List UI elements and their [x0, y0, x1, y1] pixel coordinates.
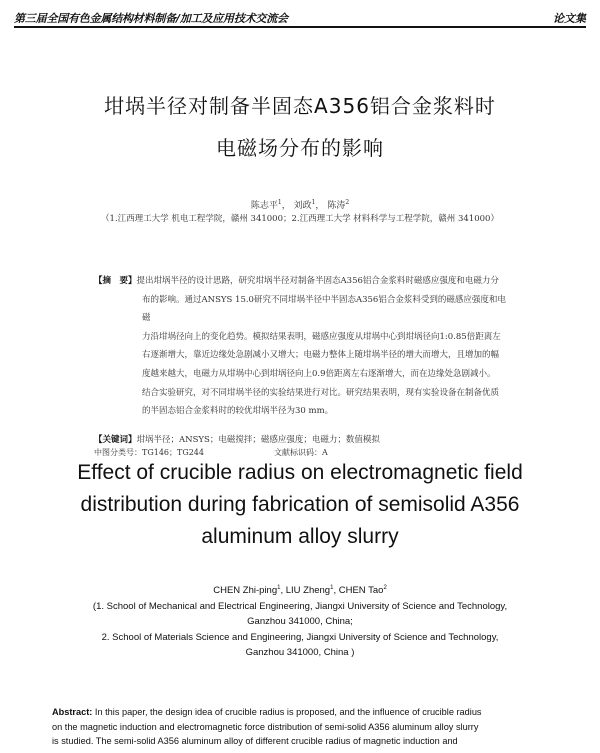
- en-affiliation-line: Ganzhou 341000, China ): [245, 647, 355, 658]
- en-title-line-3: aluminum alloy slurry: [201, 525, 399, 548]
- en-author: CHEN Tao: [338, 585, 384, 597]
- cn-author: 陈志平: [250, 201, 278, 211]
- cn-author: 刘政: [293, 201, 312, 211]
- cn-abstract-line: 布的影响。通过ANSYS 15.0研究不同坩埚半径中半固态A356铝合金浆料受到的磁感应强度和电磁: [142, 294, 506, 324]
- cn-author-mark: 1: [277, 199, 282, 206]
- cn-title-line-1: 坩埚半径对制备半固态A356铝合金浆料时: [104, 94, 496, 118]
- running-header: [14, 8, 586, 30]
- en-abstract-line: In this paper, the design idea of crucible radius is proposed, and the influence of crucible radius: [92, 707, 482, 717]
- en-author-mark: 2: [383, 585, 387, 591]
- en-author-sep: ,: [280, 585, 286, 597]
- en-author: CHEN Zhi-ping: [213, 585, 278, 597]
- clc-value: TG146；TG244: [142, 448, 204, 457]
- clc-label: 中图分类号：: [94, 448, 142, 457]
- cn-abstract-label: 【摘 要】: [94, 276, 137, 286]
- cn-affiliation: （1.江西理工大学 机电工程学院，赣州 341000；2.江西理工大学 材料科学与工程学院，赣州 341000）: [101, 214, 499, 224]
- en-abstract-label: Abstract:: [52, 707, 93, 717]
- en-abstract: [52, 705, 556, 749]
- doc-code-value: A: [322, 448, 328, 457]
- section-name: 论文集: [553, 12, 586, 25]
- cn-title-line-2: 电磁场分布的影响: [216, 136, 384, 160]
- cn-abstract-line: 度越来越大，电磁力从坩埚中心到坩埚径向上0.9倍距离左右逐渐增大，而在边缘处急剧减小。: [142, 368, 496, 379]
- doc-code-label: 文献标识码：: [274, 448, 322, 457]
- en-title-line-1: Effect of crucible radius on electromagnetic field: [77, 461, 523, 484]
- cn-author-mark: 2: [345, 199, 350, 206]
- cn-abstract-line: 右逐渐增大，靠近边缘处急剧减小又增大；电磁力整体上随坩埚半径的增大而增大，且增加的幅: [142, 350, 500, 361]
- cn-keywords-label: 【关键词】: [94, 435, 137, 445]
- cn-author-sep: ，: [315, 201, 325, 211]
- en-abstract-line: on the magnetic induction and electromagnetic force distribution of semi-solid A356 aluminum alloy slurry: [52, 721, 479, 732]
- en-affiliation-line: 2. School of Materials Science and Engineering, Jiangxi University of Science and Technology,: [101, 632, 499, 643]
- en-affiliation-line: (1. School of Mechanical and Electrical Engineering, Jiangxi University of Science and Technology,: [92, 601, 508, 612]
- cn-classification: [94, 447, 514, 458]
- cn-keywords-text: 坩埚半径；ANSYS；电磁搅拌；磁感应强度；电磁力；数值模拟: [136, 435, 380, 445]
- en-author: LIU Zheng: [285, 585, 331, 597]
- cn-abstract: [94, 272, 514, 421]
- en-title-line-2: distribution during fabrication of semisolid A356: [80, 493, 520, 516]
- cn-keywords: [94, 433, 514, 445]
- cn-abstract-line: 的半固态铝合金浆料时的较优坩埚半径为30 mm。: [142, 406, 334, 417]
- en-author-mark: 1: [330, 585, 334, 591]
- cn-author-mark: 1: [311, 199, 316, 206]
- header-rule: [14, 26, 586, 28]
- conference-name: 第三届全国有色金属结构材料制备/加工及应用技术交流会: [14, 12, 288, 25]
- en-authors: [0, 585, 600, 596]
- en-author-mark: 1: [277, 585, 281, 591]
- en-author-sep: ,: [333, 585, 339, 597]
- cn-authors: [0, 198, 600, 211]
- cn-abstract-line: 提出坩埚半径的设计思路，研究坩埚半径对制备半固态A356铝合金浆料时磁感应强度和电磁力分: [136, 276, 499, 286]
- cn-abstract-line: 结合实验研究，对不同坩埚半径的实验结果进行对比。研究结果表明，现有实验设备在制备优质: [142, 387, 500, 398]
- cn-author: 陈涛: [327, 201, 346, 211]
- en-affiliation-line: Ganzhou 341000, China;: [247, 616, 353, 627]
- cn-abstract-line: 力沿坩埚径向上的变化趋势。模拟结果表明，磁感应强度从坩埚中心到坩埚径向1:0.85倍距离左: [142, 331, 501, 342]
- cn-author-sep: ，: [281, 201, 291, 211]
- en-abstract-line: is studied. The semi-solid A356 aluminum alloy of different crucible radius of magnetic induction and: [52, 736, 458, 746]
